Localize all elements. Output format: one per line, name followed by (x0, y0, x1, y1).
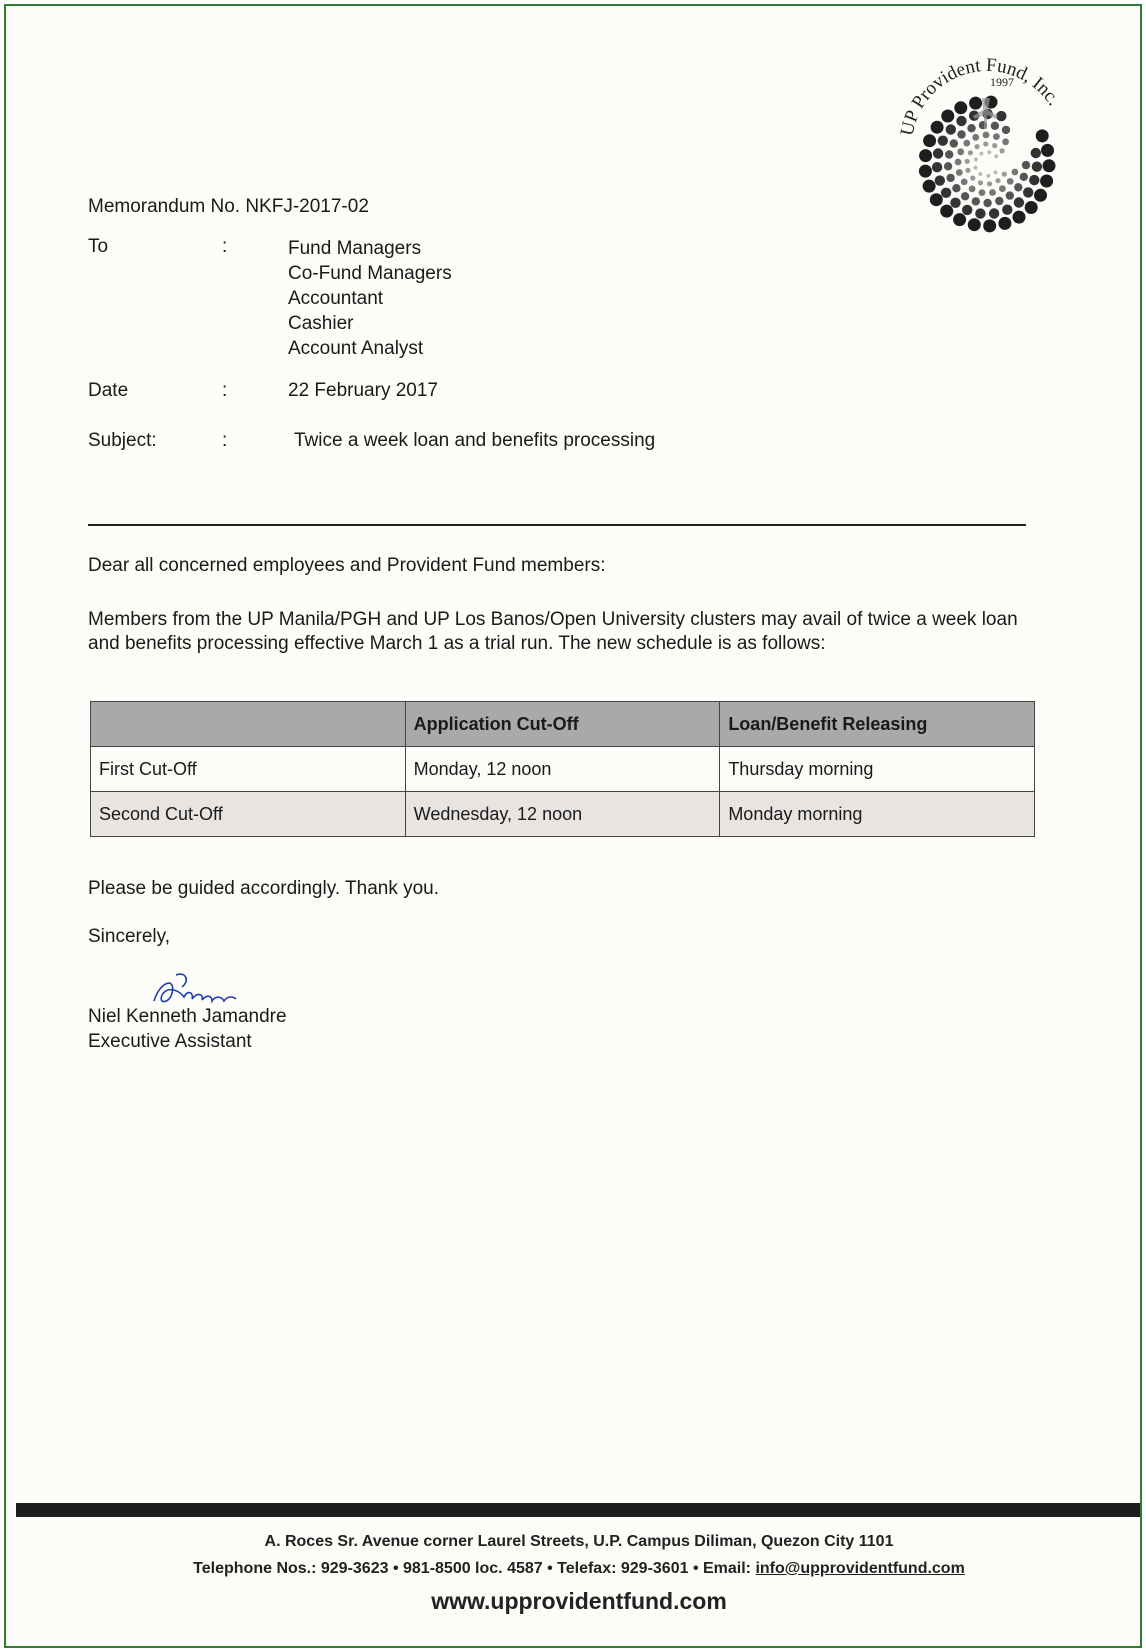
logo-dot (986, 174, 990, 178)
logo-dot (992, 143, 997, 148)
table-cell: Thursday morning (720, 747, 1035, 792)
table-cell: Wednesday, 12 noon (405, 792, 720, 837)
logo-dot (965, 159, 970, 164)
email-link[interactable]: info@upprovidentfund.com (755, 1560, 965, 1577)
logo-dot (957, 148, 964, 155)
logo-dot (1002, 205, 1012, 215)
logo-dot (938, 136, 948, 146)
schedule-table (90, 701, 1035, 837)
logo-dot (978, 180, 983, 185)
subject-value: Twice a week loan and benefits processing (294, 430, 656, 451)
logo-dot (969, 97, 982, 110)
logo-dot (957, 130, 965, 138)
memorandum-number: Memorandum No. NKFJ-2017-02 (88, 196, 369, 217)
logo-dot (994, 170, 998, 174)
logo-dot (931, 121, 944, 134)
logo-dot (968, 150, 973, 155)
date-label: Date (88, 380, 129, 401)
logo-dot (983, 199, 991, 207)
logo-dot (1041, 144, 1054, 157)
logo-dot (923, 134, 936, 147)
subject-colon: : (222, 430, 228, 451)
logo-dot (989, 208, 999, 218)
signatory-name: Niel Kenneth Jamandre (88, 1006, 287, 1027)
recipient-list (288, 236, 452, 361)
logo-dot (940, 205, 953, 218)
date-colon: : (222, 380, 228, 401)
table-header-blank (91, 702, 406, 747)
logo-dot (974, 166, 978, 170)
recipient: Co-Fund Managers (288, 263, 452, 284)
table-header-application-cutoff: Application Cut-Off (405, 702, 720, 747)
logo-dot (1043, 159, 1056, 172)
valediction: Sincerely, (88, 926, 171, 947)
logo-dot (978, 172, 982, 176)
logo-dot (1002, 172, 1007, 177)
logo-dot (946, 174, 954, 182)
logo-dot (1007, 178, 1014, 185)
logo-dot (987, 150, 991, 154)
logo-dot (1032, 162, 1042, 172)
svg-text:UP Provident Fund, Inc.: UP Provident Fund, Inc. (896, 54, 1065, 138)
logo-dot (979, 189, 986, 196)
logo-dot (1002, 126, 1010, 134)
logo-dot (954, 101, 967, 114)
footer-divider-bar (16, 1503, 1140, 1517)
table-row (91, 792, 1035, 837)
logo-dot (1031, 148, 1041, 158)
logo-dot (979, 152, 983, 156)
logo-dot (972, 134, 979, 141)
logo-dot (994, 154, 998, 158)
recipient: Fund Managers (288, 238, 422, 259)
logo-dot (969, 186, 976, 193)
logo-dot (950, 198, 960, 208)
logo-dot (1014, 183, 1022, 191)
logo-dot (945, 150, 953, 158)
logo-dot (941, 188, 951, 198)
recipient: Accountant (288, 288, 384, 309)
table-header-row (91, 702, 1035, 747)
logo-dot (919, 165, 932, 178)
logo-dot (941, 110, 954, 123)
closing-line: Please be guided accordingly. Thank you. (88, 878, 440, 899)
footer-website[interactable]: www.upprovidentfund.com (431, 1588, 727, 1614)
logo-dot (975, 144, 980, 149)
date-value: 22 February 2017 (288, 380, 438, 401)
logo-dot (1020, 173, 1028, 181)
logo-dot (950, 139, 958, 147)
to-label: To (88, 236, 109, 257)
logo-dot (1040, 175, 1053, 188)
header-divider (88, 524, 1026, 526)
logo-dot (953, 213, 966, 226)
logo-dot (935, 175, 945, 185)
greeting: Dear all concerned employees and Provident Fund members: (88, 555, 606, 576)
logo-dot (991, 122, 999, 130)
logo-dot (961, 179, 968, 186)
table-cell: Second Cut-Off (91, 792, 406, 837)
logo-dot (933, 148, 943, 158)
logo-dot (999, 185, 1006, 192)
memo-page (4, 4, 1142, 1648)
logo-dot (1023, 187, 1033, 197)
logo-dot (956, 169, 963, 176)
logo-dot (1013, 211, 1026, 224)
logo-dot (956, 116, 966, 126)
to-colon: : (222, 236, 228, 257)
logo-year: 1997 (990, 75, 1014, 89)
logo-dot (974, 158, 978, 162)
logo-dot (989, 189, 996, 196)
footer-phones: Telephone Nos.: 929-3623 • 981-8500 loc. 4587 • Telefax: 929-3601 • Email: (193, 1560, 756, 1577)
logo-dot (987, 181, 992, 186)
logo-dot (1022, 161, 1030, 169)
logo-dot (1000, 148, 1005, 153)
logo-dot (995, 197, 1003, 205)
logo-dot (946, 124, 956, 134)
logo-dot (919, 149, 932, 162)
logo-dot (995, 178, 1000, 183)
logo-dot (1029, 175, 1039, 185)
logo-dot (963, 140, 970, 147)
logo-dot (1025, 201, 1038, 214)
logo-dot-spiral (919, 96, 1056, 233)
logo-dot (968, 218, 981, 231)
logo-dot (955, 159, 962, 166)
footer-contacts (6, 1560, 1146, 1578)
logo-dot (998, 217, 1011, 230)
logo-dot (1006, 191, 1014, 199)
logo-dot (975, 208, 985, 218)
recipient: Account Analyst (288, 338, 424, 359)
logo-dot (944, 162, 952, 170)
logo-dot (983, 141, 988, 146)
signature-stroke (154, 974, 236, 1001)
table-row (91, 747, 1035, 792)
up-provident-fund-logo (882, 36, 1092, 246)
logo-dot (967, 124, 975, 132)
logo-dot (965, 168, 970, 173)
subject-label: Subject: (88, 430, 157, 451)
logo-dot (1034, 189, 1047, 202)
logo-dot (961, 192, 969, 200)
body-paragraph: Members from the UP Manila/PGH and UP Los Banos/Open University clusters may avail of twice a week loan and benefits processing effective March 1 as a trial run. The new schedule is as follows: (88, 609, 1018, 654)
table-cell: Monday morning (720, 792, 1035, 837)
logo-dot (923, 180, 936, 193)
logo-dot (930, 193, 943, 206)
logo-dot (1002, 138, 1009, 145)
logo-dot (993, 133, 1000, 140)
logo-dot (983, 132, 990, 139)
logo-dot (932, 162, 942, 172)
table-header-release: Loan/Benefit Releasing (720, 702, 1035, 747)
logo-dot (952, 184, 960, 192)
table-cell: First Cut-Off (91, 747, 406, 792)
signatory-title: Executive Assistant (88, 1031, 252, 1052)
logo-dot (1036, 129, 1049, 142)
logo-dot (962, 205, 972, 215)
footer-address: A. Roces Sr. Avenue corner Laurel Streets, U.P. Campus Diliman, Quezon City 1101 (264, 1533, 894, 1550)
logo-dot (970, 176, 975, 181)
table-cell: Monday, 12 noon (405, 747, 720, 792)
logo-dot (983, 219, 996, 232)
logo-dot (972, 197, 980, 205)
recipient: Cashier (288, 313, 354, 334)
logo-dot (1012, 169, 1019, 176)
logo-dot (1014, 197, 1024, 207)
